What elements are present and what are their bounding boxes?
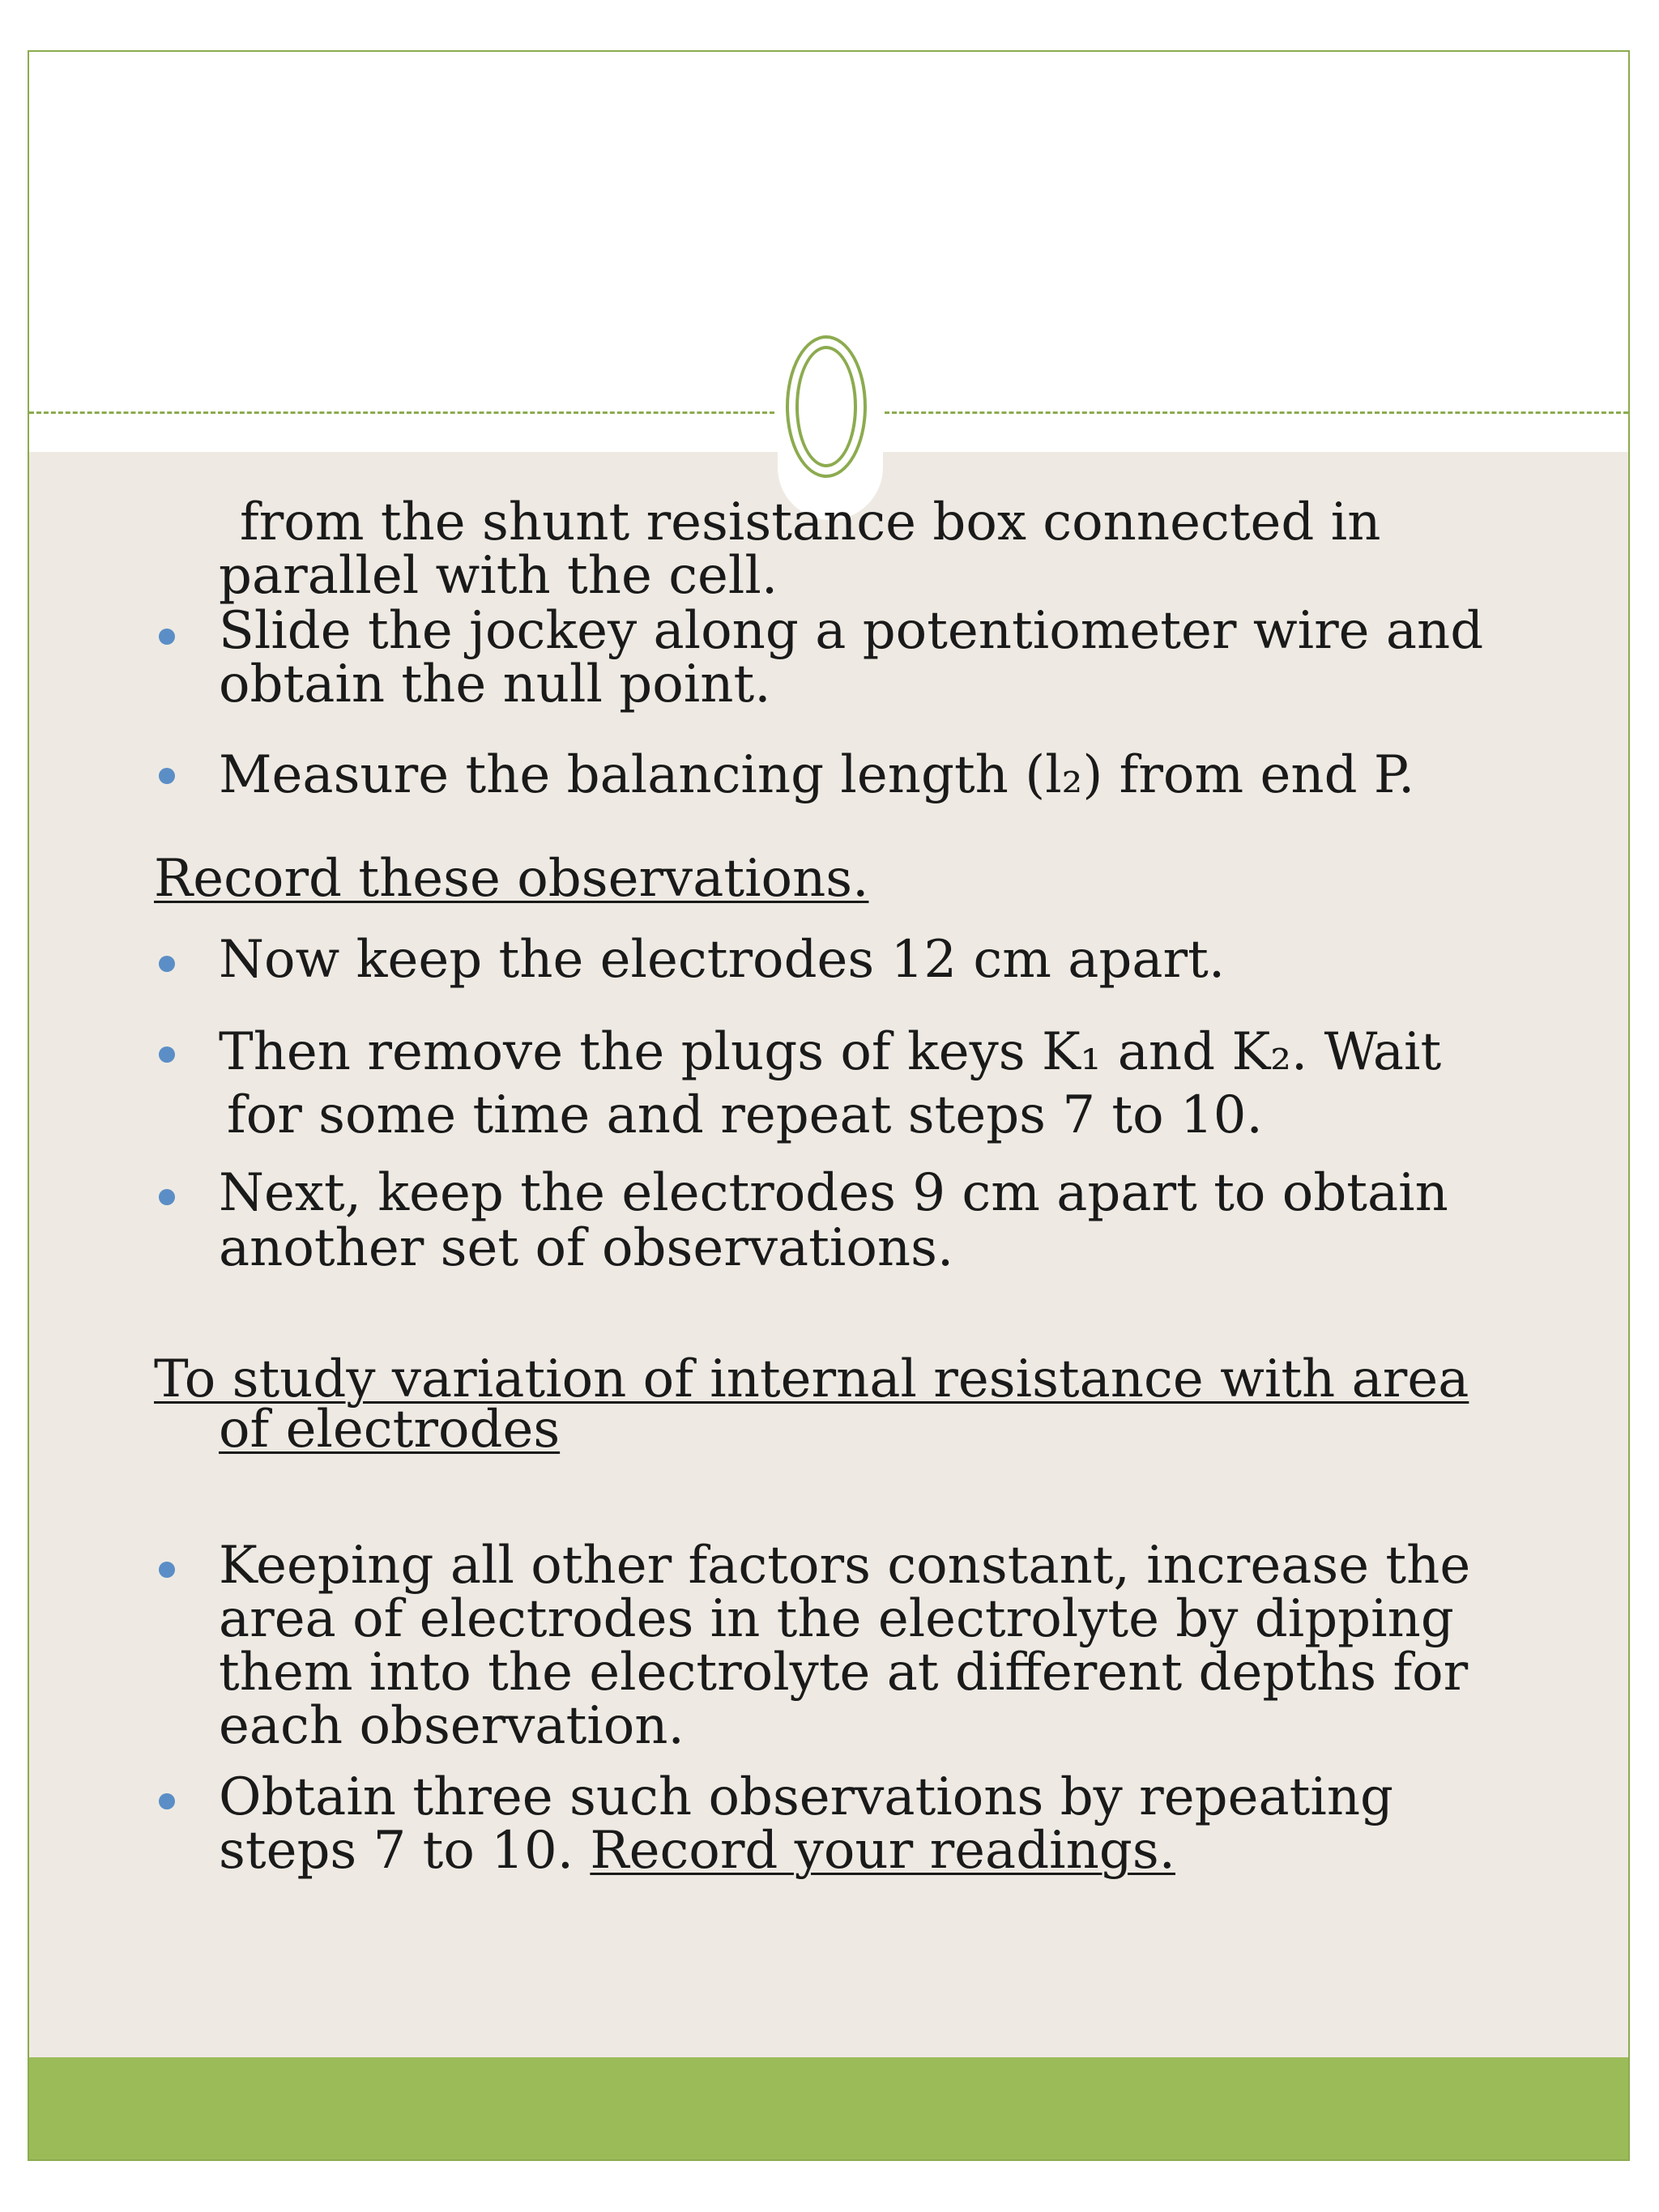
record-readings-text: Record your readings. (590, 1821, 1175, 1881)
bullet-6-line-2: area of electrodes in the electrolyte by dipping (219, 1589, 1454, 1649)
bullet-1-line-1: Slide the jockey along a potentiometer wire and (219, 601, 1484, 661)
bullet-5-line-1: Next, keep the electrodes 9 cm apart to obtain (219, 1163, 1448, 1223)
divider-line-right (885, 411, 1628, 414)
record-observations-heading: Record these observations. (154, 849, 869, 909)
continuation-line-1: from the shunt resistance box connected in (240, 492, 1381, 552)
bullet-6-line-3: them into the electrolyte at different depths for (219, 1643, 1469, 1703)
bullet-5-line-2: another set of observations. (219, 1218, 954, 1278)
bullet-7-text: steps 7 to 10. (219, 1821, 591, 1881)
bullet-icon (159, 1562, 175, 1578)
bullet-2: Measure the balancing length (l₂) from end P. (219, 745, 1415, 805)
bullet-icon (159, 768, 175, 784)
bullet-4-line-2: for some time and repeat steps 7 to 10. (227, 1085, 1263, 1145)
section-heading-line-1: To study variation of internal resistance with area (154, 1349, 1469, 1409)
section-heading-line-2: of electrodes (219, 1400, 561, 1460)
bullet-icon (159, 1046, 175, 1063)
bullet-7-line-2 (219, 1821, 1175, 1881)
bullet-4-line-1: Then remove the plugs of keys K₁ and K₂. Wait (219, 1022, 1442, 1082)
bullet-6-line-4: each observation. (219, 1696, 684, 1756)
bullet-icon (159, 629, 175, 645)
bullet-7-line-1: Obtain three such observations by repeating (219, 1767, 1393, 1827)
continuation-line-2: parallel with the cell. (219, 546, 778, 606)
bullet-1-line-2: obtain the null point. (219, 654, 771, 714)
bullet-icon (159, 1793, 175, 1809)
bullet-6-line-1: Keeping all other factors constant, increase the (219, 1536, 1471, 1596)
decorative-oval-inner-icon (795, 346, 857, 467)
bullet-icon (159, 956, 175, 972)
footer-bar (29, 2057, 1628, 2159)
bullet-3: Now keep the electrodes 12 cm apart. (219, 930, 1226, 990)
bullet-icon (159, 1189, 175, 1205)
divider-line-left (29, 411, 774, 414)
